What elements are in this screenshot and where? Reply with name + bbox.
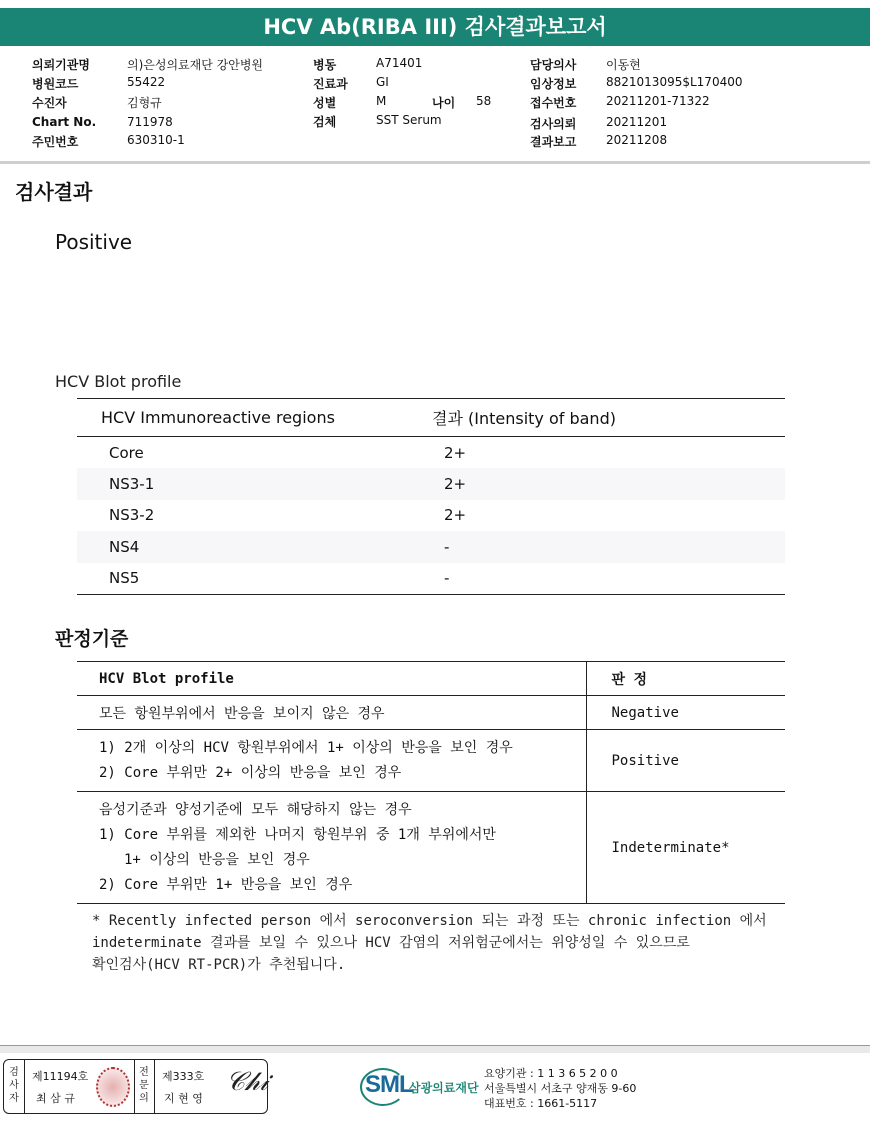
table-row: [77, 792, 785, 904]
region-cell: NS4: [77, 531, 432, 563]
hospital-code-label: 병원코드: [32, 77, 79, 91]
tester-name: 최 삼 규: [36, 1092, 75, 1105]
clinical-info-value: 8821013095$L170400: [606, 75, 743, 89]
sex-label: 성별: [313, 96, 337, 110]
chart-no-value: 711978: [127, 115, 173, 129]
criteria-verdict-header: 판 정: [586, 662, 785, 696]
sex-value: M: [376, 94, 387, 108]
table-row: [77, 563, 785, 595]
report-date-label: 결과보고: [530, 135, 577, 149]
blot-header-row: [77, 399, 785, 437]
footer-divider: [0, 1045, 870, 1053]
indeterminate-line: 음성기준과 양성기준에 모두 해당하지 않는 경우: [99, 801, 412, 818]
blot-profile-title: HCV Blot profile: [55, 372, 182, 391]
institution-value: 의)은성의료재단 강안병원: [127, 58, 264, 72]
patient-label: 수진자: [32, 96, 67, 110]
tester-label: 검 사 자: [9, 1067, 19, 1104]
region-cell: NS3-1: [77, 468, 432, 500]
patient-value: 김형규: [127, 96, 162, 110]
tester-license-no: 제11194호: [32, 1070, 89, 1083]
patient-info-block: [0, 56, 870, 156]
specialist-license-no: 제333호: [162, 1070, 205, 1083]
negative-criterion: 모든 항원부위에서 반응을 보이지 않은 경우: [77, 696, 586, 730]
positive-verdict: Positive: [586, 730, 785, 792]
region-header: HCV Immunoreactive regions: [77, 399, 432, 437]
ward-value: A71401: [376, 56, 423, 70]
age-value: 58: [476, 94, 492, 108]
indeterminate-verdict: Indeterminate*: [586, 792, 785, 904]
region-cell: NS5: [77, 563, 432, 595]
department-value: GI: [376, 75, 389, 89]
age-label: 나이: [432, 96, 456, 110]
intensity-cell: -: [432, 563, 785, 595]
divider: [154, 1060, 155, 1113]
receipt-no-label: 접수번호: [530, 96, 577, 110]
contact-line: 대표번호 : 1661-5117: [484, 1097, 598, 1110]
intensity-cell: -: [432, 531, 785, 563]
positive-line: 2) Core 부위만 2+ 이상의 반응을 보인 경우: [99, 764, 402, 781]
divider: [24, 1060, 25, 1113]
ward-label: 병동: [313, 58, 337, 72]
hospital-code-value: 55422: [127, 75, 166, 89]
intensity-cell: 2+: [444, 443, 467, 462]
specialist-name: 지 현 영: [164, 1092, 203, 1105]
department-label: 진료과: [313, 77, 348, 91]
table-row: [77, 696, 785, 730]
resident-no-label: 주민번호: [32, 135, 79, 149]
contact-line: 서울특별시 서초구 양재동 9-60: [484, 1082, 637, 1095]
footnote-line: 확인검사(HCV RT-PCR)가 추천됩니다.: [92, 957, 346, 973]
chart-no-label: Chart No.: [32, 115, 97, 129]
result-section-title: 검사결과: [15, 180, 93, 204]
specialist-label: 전 문 의: [139, 1067, 149, 1104]
report-title-bar: [0, 8, 870, 46]
positive-line: 1) 2개 이상의 HCV 항원부위에서 1+ 이상의 반응을 보인 경우: [99, 739, 513, 756]
doctor-value: 이동현: [606, 58, 641, 72]
criteria-header-row: [77, 662, 785, 696]
intensity-header: 결과 (Intensity of band): [432, 399, 785, 437]
indeterminate-criterion: [77, 792, 586, 904]
table-row: [77, 437, 785, 469]
indeterminate-line: 1) Core 부위를 제외한 나머지 항원부위 중 1개 부위에서만: [99, 826, 496, 843]
footnote-line: indeterminate 결과를 보일 수 있으나 HCV 감염의 저위험군에서는 위양성일 수 있으므로: [92, 935, 690, 951]
info-divider: [0, 161, 870, 164]
clinical-info-label: 임상정보: [530, 77, 577, 91]
footnote-line: * Recently infected person 에서 seroconversion 되는 과정 또는 chronic infection 에서: [92, 913, 767, 929]
organization-contact: [484, 1066, 636, 1111]
specimen-label: 검체: [313, 115, 337, 129]
negative-verdict: Negative: [586, 696, 785, 730]
table-row: [77, 468, 785, 500]
criteria-section-title: 판정기준: [55, 628, 129, 650]
table-row: [77, 730, 785, 792]
report-date-value: 20211208: [606, 133, 668, 147]
contact-line: 요양기관 : 1 1 3 6 5 2 0 0: [484, 1067, 618, 1080]
official-seal: [96, 1067, 130, 1107]
resident-no-value: 630310-1: [127, 133, 185, 147]
institution-label: 의뢰기관명: [32, 58, 90, 72]
request-date-label: 검사의뢰: [530, 117, 577, 131]
indeterminate-line: 1+ 이상의 반응을 보인 경우: [124, 851, 310, 868]
logo-mark: SML: [365, 1071, 413, 1098]
indeterminate-line: 2) Core 부위만 1+ 반응을 보인 경우: [99, 876, 353, 893]
overall-result: Positive: [55, 230, 133, 254]
positive-criterion: [77, 730, 586, 792]
report-title: HCV Ab(RIBA III) 검사결과보고서: [263, 15, 607, 39]
criteria-profile-header: HCV Blot profile: [77, 662, 586, 696]
receipt-no-value: 20211201-71322: [606, 94, 710, 108]
region-cell: NS3-2: [109, 506, 155, 525]
intensity-cell: 2+: [432, 468, 785, 500]
region-cell: Core: [109, 443, 144, 462]
signature-box: [3, 1059, 268, 1114]
doctor-label: 담당의사: [530, 58, 577, 72]
blot-result-table: [77, 398, 785, 595]
intensity-cell: 2+: [444, 506, 467, 525]
table-row: [77, 531, 785, 563]
specimen-value: SST Serum: [376, 113, 442, 127]
request-date-value: 20211201: [606, 115, 668, 129]
criteria-table: [77, 661, 785, 904]
handwritten-signature: 𝒞𝒽𝒾: [226, 1067, 269, 1097]
organization-name: 삼광의료재단: [409, 1081, 479, 1095]
footnote: [92, 910, 792, 976]
table-row: [77, 500, 785, 532]
